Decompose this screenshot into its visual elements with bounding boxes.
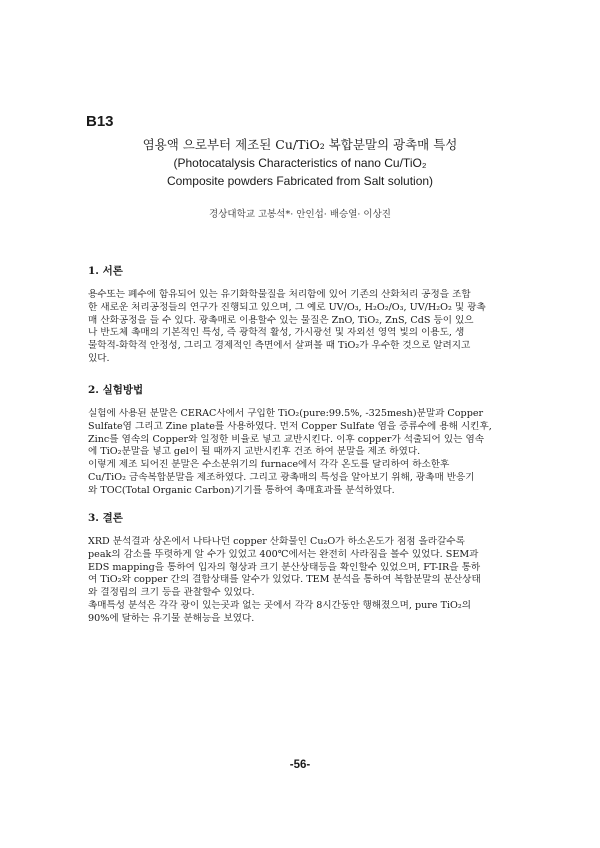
page-number: -56- <box>289 759 311 771</box>
paper-code: B13 <box>86 113 114 130</box>
section-conclusion <box>88 510 518 626</box>
section-introduction <box>88 263 518 366</box>
title-block <box>100 136 500 190</box>
title-english-line-2: Composite powders Fabricated from Salt solution) <box>166 174 434 188</box>
text-line: XRD 분석결과 상온에서 나타나던 copper 산화물인 Cu₂O가 하소온도가 점점 올라갈수록 <box>88 536 465 547</box>
text-line: 에 TiO₂분말을 넣고 gel이 될 때까지 교반시킨후 건조 하여 분말을 제조 하였다. <box>88 446 421 458</box>
text-line: Sulfate염 그리고 Zine plate를 사용하였다. 먼저 Copper Sulfate 염을 증류수에 용해 시킨후, <box>88 420 492 432</box>
text-line: peak의 감소를 뚜렷하게 알 수가 있었고 400℃에서는 완전히 사라짐을 볼수 있었다. SEM과 <box>88 548 479 560</box>
text-line: 촉매특성 분석은 각각 광이 있는곳과 없는 곳에서 각각 8시간동안 행해졌으며, pure TiO₂의 <box>88 599 472 611</box>
section-body <box>88 408 518 498</box>
section-body <box>88 289 518 366</box>
section-body <box>88 536 518 626</box>
authors: 경상대학교 고봉석*· 안인섭· 배승열· 이상진 <box>209 209 391 220</box>
text-line: 있다. <box>88 352 110 364</box>
text-line: 90%에 달하는 유기물 분해능을 보였다. <box>88 612 255 624</box>
section-heading: 3. 결론 <box>88 512 123 524</box>
section-heading: 1. 서론 <box>88 265 123 277</box>
text-line: 한 새로운 처리공정들의 연구가 진행되고 있으며, 그 예로 UV/O₃, H₂O₂/O₃, UV/H₂O₂ 및 광촉 <box>88 301 486 313</box>
text-line: 와 TOC(Total Organic Carbon)기기를 통하여 촉매효과를 분석하였다. <box>88 484 395 496</box>
text-line: EDS mapping을 통하여 입자의 형상과 크기 분산상태등을 확인할수 있었으며, FT-IR을 통하 <box>88 561 481 573</box>
text-line: 물학적-화학적 안정성, 그리고 경제적인 측면에서 살펴볼 때 TiO₂가 우수한 것으로 알려지고 <box>88 340 471 352</box>
text-line: 실험에 사용된 분말은 CERAC사에서 구입한 TiO₂(pure:99.5%, -325mesh)분말과 Copper <box>88 408 484 419</box>
text-line: 와 결정립의 크기 등을 관찰할수 있었다. <box>88 587 255 599</box>
title-korean: 염용액 으로부터 제조된 Cu/TiO₂ 복합분말의 광촉매 특성 <box>142 137 458 152</box>
text-line: 매 산화공정을 들 수 있다. 광촉매로 이용할수 있는 물질은 ZnO, TiO₂, ZnS, CdS 등이 있으 <box>88 314 474 326</box>
section-method <box>88 382 518 498</box>
text-line: 이렇게 제조 되어진 분말은 수소분위기의 furnace에서 각각 온도를 달리하여 하소한후 <box>88 459 450 471</box>
text-line: 용수또는 폐수에 함유되어 있는 유기화학물질을 처리함에 있어 기존의 산화처리 공정을 조합 <box>88 289 471 300</box>
text-line: Cu/TiO₂ 금속복합분말을 제조하였다. 그리고 광촉매의 특성을 알아보기 위해, 광촉매 반응기 <box>88 471 475 483</box>
text-line: Zinc를 염속의 Copper와 일정한 비율로 넣고 교반시킨다. 이후 copper가 석출되어 있는 염속 <box>88 433 484 445</box>
text-line: 나 반도체 촉매의 기본적인 특성, 즉 광학적 활성, 가시광선 및 자외선 영역 빛의 이용도, 생 <box>88 327 465 339</box>
title-english-line-1: (Photocatalysis Characteristics of nano Cu/TiO₂ <box>173 156 427 170</box>
section-heading: 2. 실험방법 <box>88 384 144 396</box>
text-line: 여 TiO₂와 copper 간의 결합상태를 알수가 있었다. TEM 분석을 통하여 복합분말의 분산상태 <box>88 574 481 586</box>
